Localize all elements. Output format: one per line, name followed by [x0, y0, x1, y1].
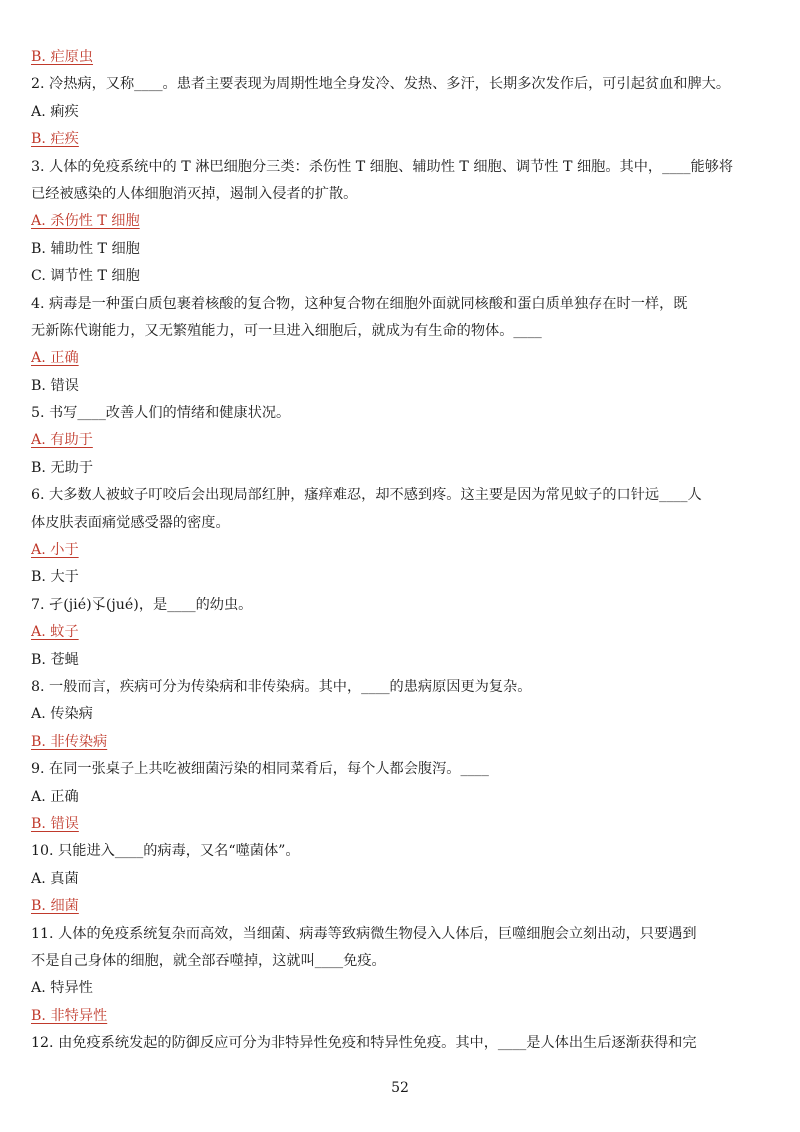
- answer-option: B. 疟原虫: [31, 49, 94, 65]
- question-text-line: A. 正确: [31, 788, 79, 805]
- question-text-line: 不是自己身体的细胞，就全部吞噬掉，这就叫____免疫。: [31, 952, 386, 969]
- answer-option: A. 正确: [31, 350, 79, 367]
- answer-option: B. 非传染病: [31, 733, 108, 750]
- question-text-line: 5. 书写____改善人们的情绪和健康状况。: [31, 405, 291, 422]
- answer-option: A. 杀伤性 T 细胞: [31, 213, 140, 230]
- answer-option: B. 错误: [31, 815, 79, 832]
- question-text-line: 12. 由免疫系统发起的防御反应可分为非特异性免疫和特异性免疫。其中，____是人体出生后逐渐获得和完: [31, 1035, 697, 1052]
- question-text-line: A. 特异性: [31, 980, 93, 997]
- answer-option: A. 有助于: [31, 432, 93, 449]
- question-text-line: 已经被感染的人体细胞消灭掉，遏制入侵者的扩散。: [31, 185, 358, 202]
- answer-option: A. 蚊子: [31, 624, 79, 641]
- question-text-line: 体皮肤表面痛觉感受器的密度。: [31, 514, 230, 531]
- question-text-line: B. 错误: [31, 377, 79, 394]
- question-text-line: 2. 冷热病，又称____。患者主要表现为周期性地全身发冷、发热、多汗，长期多次发作后，可引起贫血和脾大。: [31, 76, 731, 93]
- question-text-line: B. 辅助性 T 细胞: [31, 240, 140, 257]
- question-text-line: B. 苍蝇: [31, 651, 79, 668]
- question-text-line: 9. 在同一张桌子上共吃被细菌污染的相同菜肴后，每个人都会腹泻。____: [31, 761, 489, 778]
- document-body: [31, 44, 779, 1057]
- answer-option: A. 小于: [31, 542, 79, 559]
- answer-option: B. 非特异性: [31, 1007, 108, 1024]
- question-text-line: 无新陈代谢能力，又无繁殖能力，可一旦进入细胞后，就成为有生命的物体。____: [31, 322, 542, 339]
- question-text-line: A. 真菌: [31, 870, 79, 887]
- question-text-line: A. 痢疾: [31, 103, 79, 120]
- question-text-line: 4. 病毒是一种蛋白质包裹着核酸的复合物，这种复合物在细胞外面就同核酸和蛋白质单独存在时一样，既: [31, 295, 688, 312]
- answer-option: B. 疟疾: [31, 131, 79, 148]
- question-text-line: 10. 只能进入____的病毒，又名“噬菌体”。: [31, 843, 300, 860]
- question-text-line: A. 传染病: [31, 706, 93, 723]
- question-text-line: B. 无助于: [31, 459, 94, 476]
- answer-option: B. 细菌: [31, 898, 79, 915]
- question-text-line: 11. 人体的免疫系统复杂而高效，当细菌、病毒等致病微生物侵入人体后，巨噬细胞会立刻出动，只要遇到: [31, 925, 697, 942]
- question-text-line: C. 调节性 T 细胞: [31, 268, 140, 285]
- question-text-line: 7. 孑(jié)孓(jué)，是____的幼虫。: [31, 596, 253, 613]
- question-text-line: 6. 大多数人被蚊子叮咬后会出现局部红肿，瘙痒难忍，却不感到疼。这主要是因为常见蚊子的口针远____人: [31, 487, 702, 504]
- question-text-line: 3. 人体的免疫系统中的 T 淋巴细胞分三类：杀伤性 T 细胞、辅助性 T 细胞、调节性 T 细胞。其中，____能够将: [31, 158, 734, 175]
- question-text-line: 8. 一般而言，疾病可分为传染病和非传染病。其中，____的患病原因更为复杂。: [31, 678, 532, 695]
- page-number: 52: [391, 1080, 409, 1096]
- question-text-line: B. 大于: [31, 569, 79, 586]
